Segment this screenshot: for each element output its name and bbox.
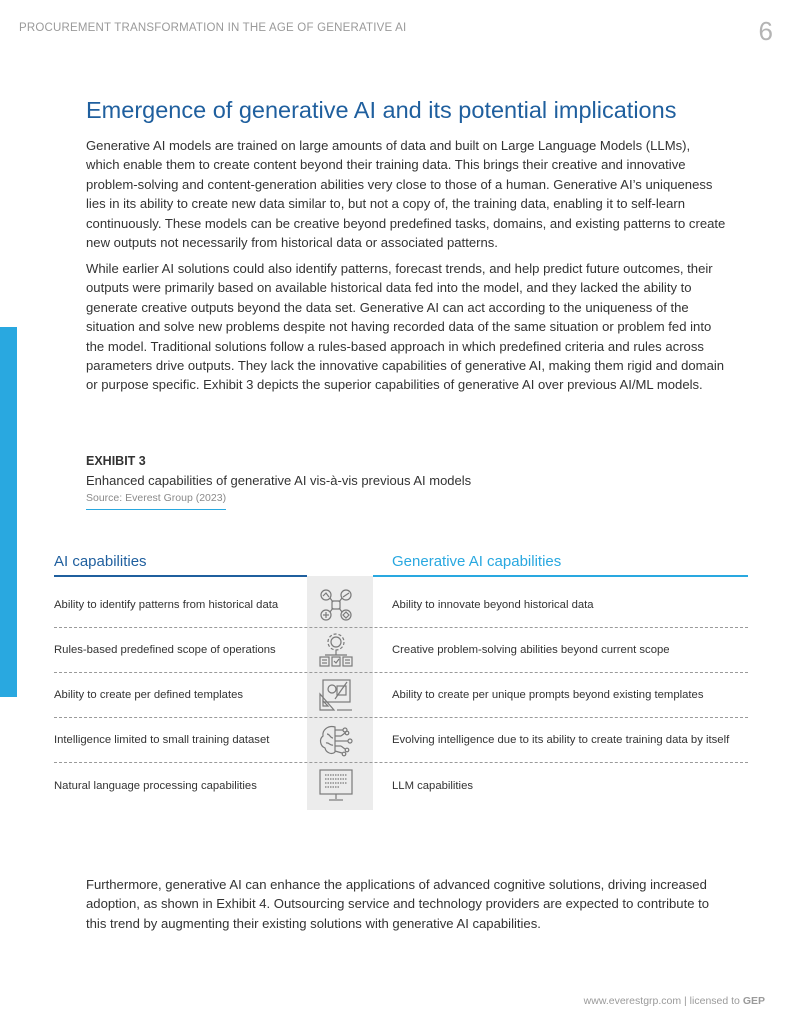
footer-separator: | licensed to: [681, 995, 743, 1007]
body-paragraph-1: Generative AI models are trained on large amounts of data and built on Large Language Models (LLMs), which enable them to create content beyond their training data. This brings their creative and innovative problem-solving and content-generation abilities very close to those of a human. Generative AI’s uniqueness lies in its ability to create new data similar to, but not a copy of, the training data, enabling it to self-learn continuously. These models can be creative beyond predefined tasks, domains, and existing patterns to create new outputs not necessarily from historical data or associated patterns.: [86, 138, 726, 251]
brain-circuit-icon: [317, 722, 355, 758]
exhibit-caption: Enhanced capabilities of generative AI vis-à-vis previous AI models: [86, 473, 472, 488]
running-header-title: PROCUREMENT TRANSFORMATION IN THE AGE OF GENERATIVE AI: [19, 22, 407, 34]
footer-licensee: GEP: [742, 995, 765, 1007]
ai-capability-text: Natural language processing capabilities: [54, 779, 257, 792]
ai-capability-text: Intelligence limited to small training dataset: [54, 734, 270, 746]
section-title: Emergence of generative AI and its potential implications: [86, 97, 677, 123]
side-accent-bar: [0, 327, 17, 697]
exhibit-label: EXHIBIT 3: [86, 454, 146, 468]
generative-ai-capability-text: LLM capabilities: [392, 779, 474, 792]
ai-capability-text: Ability to create per defined templates: [54, 689, 244, 701]
generative-ai-capabilities-header: Generative AI capabilities: [373, 553, 748, 577]
generative-ai-capability-text: Ability to create per unique prompts beyond existing templates: [392, 689, 704, 701]
exhibit-source: Source: Everest Group (2023): [86, 492, 226, 510]
page-footer: [584, 995, 765, 1007]
ai-capability-text: Rules-based predefined scope of operations: [54, 644, 276, 656]
comparison-row: [54, 718, 748, 763]
gear-documents-icon: [317, 632, 355, 668]
page-number: 6: [758, 16, 773, 46]
pattern-network-icon: [317, 587, 355, 623]
comparison-row: [54, 673, 748, 718]
design-template-icon: [317, 677, 355, 713]
generative-ai-capability-text: Creative problem-solving abilities beyond current scope: [392, 644, 670, 656]
comparison-row: [54, 628, 748, 673]
footer-site-link[interactable]: www.everestgrp.com: [583, 995, 682, 1007]
closing-paragraph: Furthermore, generative AI can enhance the applications of advanced cognitive solutions, driving increased adoption, as shown in Exhibit 4. Outsourcing service and technology providers are expected to contribute to this trend by augmenting their existing solutions with generative AI capabilities.: [86, 877, 710, 931]
body-paragraph-2: While earlier AI solutions could also identify patterns, forecast trends, and help predict future outcomes, their outputs were primarily based on available historical data fed into the model, and they lacked the ability to generate creative outputs beyond the data set. Generative AI can act according to the uniqueness of the situation and solve new problems despite not having recorded data of the same situation or problem fed into the model. Traditional solutions follow a rules-based approach in which predefined criteria and rules across parameters drive outputs. They lack the innovative capabilities of generative AI, making them rigid and domain or purpose specific. Exhibit 3 depicts the superior capabilities of generative AI over previous AI/ML models.: [86, 261, 725, 393]
comparison-row: [54, 583, 748, 628]
generative-ai-capability-text: Ability to innovate beyond historical data: [392, 599, 594, 611]
ai-capability-text: Ability to identify patterns from historical data: [54, 599, 279, 611]
generative-ai-capability-text: Evolving intelligence due to its ability to create training data by itself: [392, 734, 730, 746]
ai-capabilities-header: AI capabilities: [54, 553, 307, 577]
monitor-text-icon: [317, 767, 355, 803]
comparison-row: [54, 763, 748, 808]
